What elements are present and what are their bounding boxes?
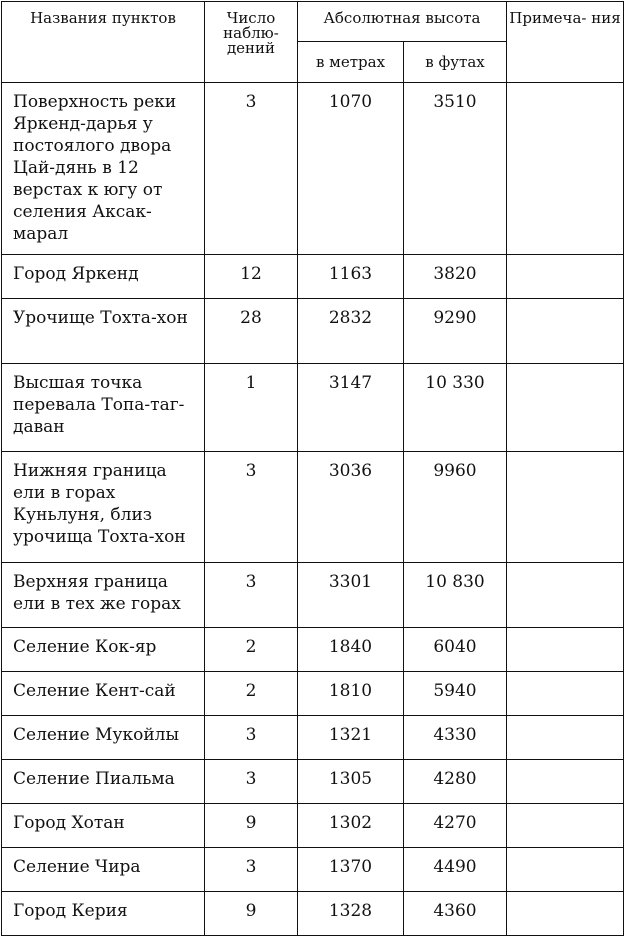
observation-count: 3 [205, 83, 298, 255]
altitude-meters: 1302 [298, 804, 404, 848]
altitude-meters: 1163 [298, 255, 404, 299]
altitude-table [1, 1, 624, 936]
notes-cell [507, 364, 624, 452]
table-row [2, 563, 624, 628]
table-row [2, 804, 624, 848]
notes-cell [507, 452, 624, 563]
altitude-meters: 2832 [298, 299, 404, 364]
altitude-feet: 10 330 [404, 364, 507, 452]
point-name: Селение Пиальма [2, 760, 205, 804]
table-row [2, 672, 624, 716]
altitude-meters: 3147 [298, 364, 404, 452]
altitude-feet: 10 830 [404, 563, 507, 628]
observation-count: 2 [205, 628, 298, 672]
table-row [2, 364, 624, 452]
header-feet: в футах [404, 42, 507, 83]
altitude-feet: 3820 [404, 255, 507, 299]
table-row [2, 848, 624, 892]
notes-cell [507, 848, 624, 892]
point-name: Нижняя граница ели в горах Куньлуня, близ урочища Тохта-хон [2, 452, 205, 563]
observation-count: 9 [205, 892, 298, 936]
notes-cell [507, 299, 624, 364]
header-observations: Число наблю- дений [205, 2, 298, 83]
header-meters: в метрах [298, 42, 404, 83]
altitude-meters: 1370 [298, 848, 404, 892]
observation-count: 3 [205, 716, 298, 760]
notes-cell [507, 83, 624, 255]
point-name: Город Яркенд [2, 255, 205, 299]
altitude-feet: 6040 [404, 628, 507, 672]
altitude-meters: 1328 [298, 892, 404, 936]
point-name: Селение Мукойлы [2, 716, 205, 760]
header-absolute-altitude: Абсолютная высота [298, 2, 507, 42]
observation-count: 9 [205, 804, 298, 848]
notes-cell [507, 892, 624, 936]
header-names: Названия пунктов [2, 2, 205, 83]
observation-count: 28 [205, 299, 298, 364]
table-row [2, 716, 624, 760]
altitude-feet: 4330 [404, 716, 507, 760]
point-name: Урочище Тохта-хон [2, 299, 205, 364]
altitude-feet: 4270 [404, 804, 507, 848]
observation-count: 1 [205, 364, 298, 452]
altitude-feet: 4360 [404, 892, 507, 936]
notes-cell [507, 672, 624, 716]
table-row [2, 628, 624, 672]
observation-count: 3 [205, 760, 298, 804]
altitude-feet: 9960 [404, 452, 507, 563]
altitude-meters: 3301 [298, 563, 404, 628]
header-notes: Примеча- ния [507, 2, 624, 83]
altitude-feet: 4280 [404, 760, 507, 804]
table-row [2, 299, 624, 364]
notes-cell [507, 760, 624, 804]
observation-count: 12 [205, 255, 298, 299]
observation-count: 3 [205, 848, 298, 892]
point-name: Селение Чира [2, 848, 205, 892]
point-name: Селение Кент-сай [2, 672, 205, 716]
altitude-feet: 3510 [404, 83, 507, 255]
altitude-meters: 3036 [298, 452, 404, 563]
observation-count: 3 [205, 563, 298, 628]
altitude-feet: 5940 [404, 672, 507, 716]
observation-count: 2 [205, 672, 298, 716]
point-name: Поверхность реки Яркенд-дарья у постоялого двора Цай-дянь в 12 верстах к югу от селения Аксак-марал [2, 83, 205, 255]
notes-cell [507, 628, 624, 672]
notes-cell [507, 563, 624, 628]
altitude-meters: 1305 [298, 760, 404, 804]
altitude-feet: 4490 [404, 848, 507, 892]
altitude-meters: 1840 [298, 628, 404, 672]
point-name: Город Керия [2, 892, 205, 936]
point-name: Высшая точка перевала Топа-таг-даван [2, 364, 205, 452]
altitude-meters: 1321 [298, 716, 404, 760]
point-name: Город Хотан [2, 804, 205, 848]
table-row [2, 452, 624, 563]
altitude-feet: 9290 [404, 299, 507, 364]
notes-cell [507, 804, 624, 848]
table-row [2, 83, 624, 255]
observation-count: 3 [205, 452, 298, 563]
altitude-meters: 1070 [298, 83, 404, 255]
point-name: Верхняя граница ели в тех же горах [2, 563, 205, 628]
table-row [2, 255, 624, 299]
table-row [2, 760, 624, 804]
notes-cell [507, 716, 624, 760]
table-row [2, 892, 624, 936]
notes-cell [507, 255, 624, 299]
altitude-meters: 1810 [298, 672, 404, 716]
point-name: Селение Кок-яр [2, 628, 205, 672]
